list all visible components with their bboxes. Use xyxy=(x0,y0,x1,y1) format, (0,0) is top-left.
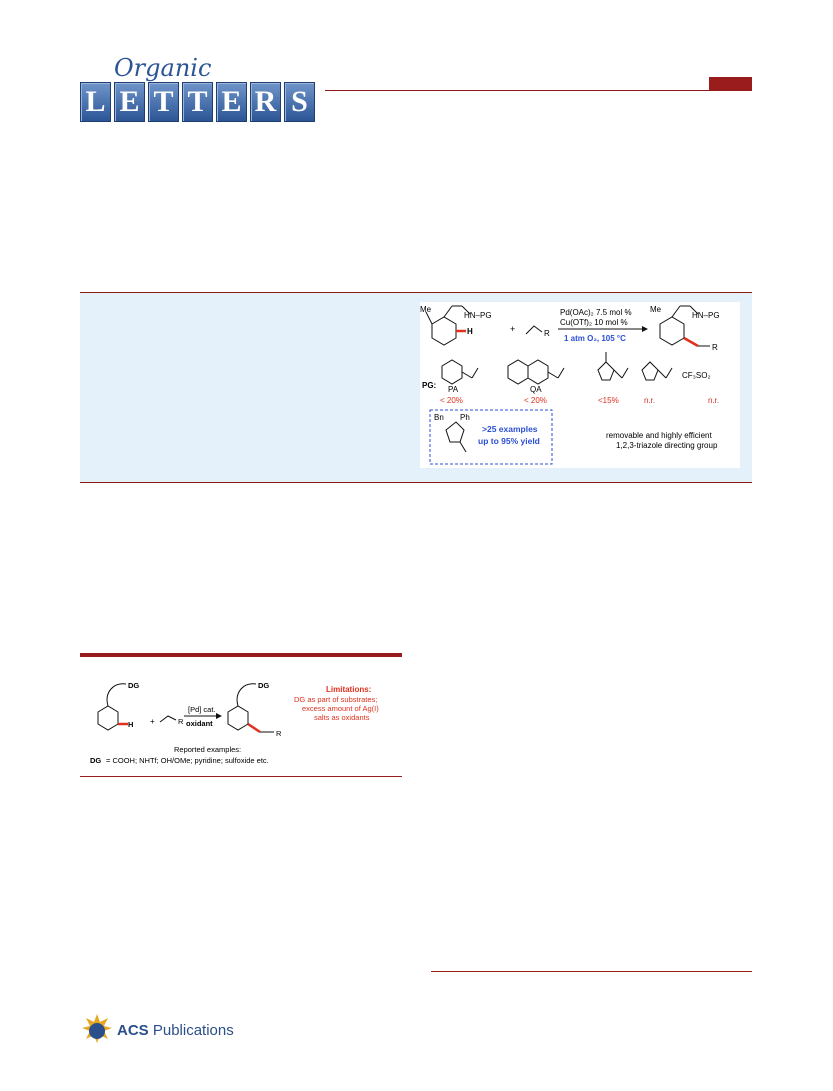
catalyst-text: Pd(OAc)₂ 7.5 mol % xyxy=(560,308,632,317)
footnote-rule xyxy=(431,971,752,972)
toc-graphic xyxy=(420,302,740,468)
bn-label: Bn xyxy=(434,413,444,422)
hn-pg-label: HN–PG xyxy=(692,311,720,320)
pa-label: PA xyxy=(448,385,459,394)
qa-yield: < 20% xyxy=(524,396,547,405)
logo-letter: E xyxy=(216,82,247,122)
thiophene-yield: n.r. xyxy=(644,396,656,405)
scheme-bottom-rule xyxy=(80,776,402,777)
description-line-2: 1,2,3-triazole directing group xyxy=(616,441,718,450)
pg-label: PG: xyxy=(422,381,437,390)
imidazole-yield: <15% xyxy=(598,396,619,405)
logo-letter: T xyxy=(182,82,213,122)
publications-wordmark: Publications xyxy=(152,1022,234,1039)
logo-letter: T xyxy=(148,82,179,122)
catalyst-text: [Pd] cat. xyxy=(188,705,216,714)
conditions-text: 1 atm O₂, 105 °C xyxy=(564,334,626,343)
dg-label: DG xyxy=(258,681,270,690)
me-label: Me xyxy=(650,305,662,314)
ph-label: Ph xyxy=(460,413,470,422)
h-label: H xyxy=(128,720,134,729)
plus-sign: + xyxy=(150,717,155,726)
logo-script-text: Organic xyxy=(114,54,212,82)
limitations-title: Limitations: xyxy=(326,685,372,694)
header-tab xyxy=(709,77,752,91)
acs-logo-icon xyxy=(80,1012,114,1046)
limitation-line-1: DG as part of substrates; xyxy=(294,695,378,704)
hn-pg-label: HN–PG xyxy=(464,311,492,320)
scheme-graphic xyxy=(80,662,402,772)
limitation-line-2: excess amount of Ag(I) xyxy=(302,704,379,713)
cocatalyst-text: Cu(OTf)₂ 10 mol % xyxy=(560,318,628,327)
header-rule xyxy=(325,90,752,91)
logo-letter: L xyxy=(80,82,111,122)
description-line-1: removable and highly efficient xyxy=(606,431,712,440)
logo-letter: R xyxy=(250,82,281,122)
logo-letter: S xyxy=(284,82,315,122)
qa-label: QA xyxy=(530,385,542,394)
dg-list: = COOH; NHTf; OH/OMe; pyridine; sulfoxide etc. xyxy=(106,756,269,765)
triflyl-label: CF₃SO₂ xyxy=(682,371,711,380)
journal-logo xyxy=(80,54,325,124)
examples-text: >25 examples xyxy=(482,424,538,434)
triflyl-yield: n.r. xyxy=(708,396,720,405)
r-label: R xyxy=(178,717,184,726)
oxidant-text: oxidant xyxy=(186,719,213,728)
yield-text: up to 95% yield xyxy=(478,436,540,446)
reported-examples: Reported examples: xyxy=(174,745,242,754)
r-label: R xyxy=(544,329,550,338)
dg-label: DG xyxy=(128,681,140,690)
logo-letter: E xyxy=(114,82,145,122)
acs-publications-wordmark[interactable] xyxy=(117,1022,234,1039)
dg-list-label: DG xyxy=(90,756,102,765)
scheme-top-rule xyxy=(80,653,402,657)
r-label: R xyxy=(712,343,718,352)
limitation-line-3: salts as oxidants xyxy=(314,713,370,722)
h-label: H xyxy=(467,327,473,336)
pa-yield: < 20% xyxy=(440,396,463,405)
r-label: R xyxy=(276,729,282,738)
me-label: Me xyxy=(420,305,432,314)
acs-wordmark: ACS xyxy=(117,1022,149,1039)
plus-sign: + xyxy=(510,324,516,334)
